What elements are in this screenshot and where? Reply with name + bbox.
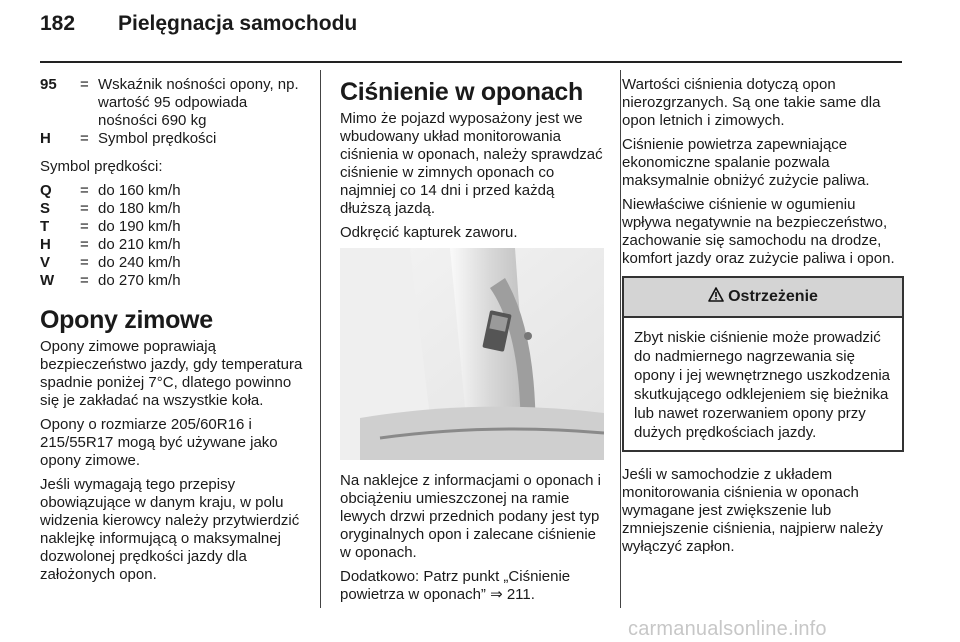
speed-key: W	[40, 272, 55, 289]
header-rule	[40, 61, 902, 63]
definition-key: H	[40, 130, 51, 147]
column-right	[622, 76, 904, 562]
equals-sign: =	[80, 236, 89, 253]
speed-value: do 190 km/h	[98, 218, 181, 235]
page-title: Pielęgnacja samochodu	[118, 12, 358, 35]
speed-row	[40, 218, 306, 236]
equals-sign: =	[80, 254, 89, 271]
right-paragraph-1: Wartości ciśnienia dotyczą opon nierozgrzanych. Są one takie same dla opon letnich i zimowych.	[622, 76, 881, 129]
speed-symbol-label: Symbol prędkości:	[40, 158, 163, 175]
right-paragraph-4: Jeśli w samochodzie z układem monitorowania ciśnienia w oponach wymagane jest zwiększenie lub zmniejszenie ciśnienia, najpierw należy wyłączyć zapłon.	[622, 466, 883, 555]
pressure-paragraph-4: Dodatkowo: Patrz punkt „Ciśnienie powietrza w oponach” ⇒ 211.	[340, 568, 571, 603]
speed-key: S	[40, 200, 51, 217]
watermark: carmanualsonline.info	[628, 618, 827, 640]
warning-box	[622, 276, 904, 452]
equals-sign: =	[80, 272, 89, 289]
speed-row	[40, 200, 306, 218]
winter-paragraph-3: Jeśli wymagają tego przepisy obowiązujące w danym kraju, w polu widzenia kierowcy należy przytwierdzić naklejkę informującą o maksymalnej dozwolonej prędkości jazdy dla założonych opon.	[40, 476, 300, 583]
tire-definitions	[40, 76, 306, 148]
warning-title: Ostrzeżenie	[728, 288, 818, 305]
column-divider	[320, 70, 321, 608]
pressure-paragraph-2: Odkręcić kapturek zaworu.	[340, 224, 518, 241]
definition-row	[40, 130, 306, 148]
speed-row	[40, 182, 306, 200]
warning-triangle-icon	[708, 287, 724, 307]
column-divider	[620, 70, 621, 608]
speed-row	[40, 272, 306, 290]
equals-sign: =	[80, 182, 89, 199]
speed-value: do 240 km/h	[98, 254, 181, 271]
equals-sign: =	[80, 76, 89, 93]
speed-definitions	[40, 182, 306, 290]
definition-value: Symbol prędkości	[98, 130, 217, 147]
speed-value: do 160 km/h	[98, 182, 181, 199]
door-frame-label-photo	[340, 248, 604, 460]
tire-pressure-heading: Ciśnienie w oponach	[340, 78, 583, 106]
definition-value: Wskaźnik nośności opony, np. wartość 95 odpowiada nośności 690 kg	[98, 76, 299, 129]
speed-key: Q	[40, 182, 52, 199]
right-paragraph-3: Niewłaściwe ciśnienie w ogumieniu wpływa negatywnie na bezpieczeństwo, zachowanie się samochodu na drodze, komfort jazdy oraz zużycie paliwa i opon.	[622, 196, 895, 267]
warning-text: Zbyt niskie ciśnienie może prowadzić do nadmiernego nagrzewania się opony i jej wewnętrznego uszkodzenia skutkującego odklejeniem się bieżnika lub nawet rozerwaniem opony przy dużych prędkościach jazdy.	[634, 329, 890, 441]
pressure-paragraph-1: Mimo że pojazd wyposażony jest we wbudowany układ monitorowania ciśnienia w oponach, należy sprawdzać ciśnienie w zimnych oponach co najmniej co 14 dni i przed każdą dłuższą jazdą.	[340, 110, 603, 217]
column-left	[40, 76, 306, 590]
equals-sign: =	[80, 200, 89, 217]
speed-key: H	[40, 236, 51, 253]
speed-value: do 210 km/h	[98, 236, 181, 253]
equals-sign: =	[80, 130, 89, 147]
speed-row	[40, 254, 306, 272]
page-header	[40, 12, 357, 46]
warning-header	[624, 278, 902, 318]
speed-value: do 270 km/h	[98, 272, 181, 289]
column-middle	[340, 76, 606, 610]
winter-paragraph-1: Opony zimowe poprawiają bezpieczeństwo jazdy, gdy temperatura spadnie poniżej 7°C, dlatego powinno się je zakładać na wszystkie koła.	[40, 338, 303, 409]
pressure-paragraph-3: Na naklejce z informacjami o oponach i obciążeniu umieszczonej na ramie lewych drzwi przednich podany jest typ oryginalnych opon i zalecane ciśnienie w oponach.	[340, 472, 601, 561]
speed-key: T	[40, 218, 50, 235]
speed-row	[40, 236, 306, 254]
winter-paragraph-2: Opony o rozmiarze 205/60R16 i 215/55R17 mogą być używane jako opony zimowe.	[40, 416, 278, 469]
definition-key: 95	[40, 76, 57, 93]
definition-row	[40, 76, 306, 130]
winter-tires-heading: Opony zimowe	[40, 306, 213, 334]
speed-value: do 180 km/h	[98, 200, 181, 217]
speed-key: V	[40, 254, 51, 271]
page-number: 182	[40, 12, 76, 35]
right-paragraph-2: Ciśnienie powietrza zapewniające ekonomiczne spalanie pozwala maksymalnie obniżyć zużycie paliwa.	[622, 136, 870, 189]
equals-sign: =	[80, 218, 89, 235]
